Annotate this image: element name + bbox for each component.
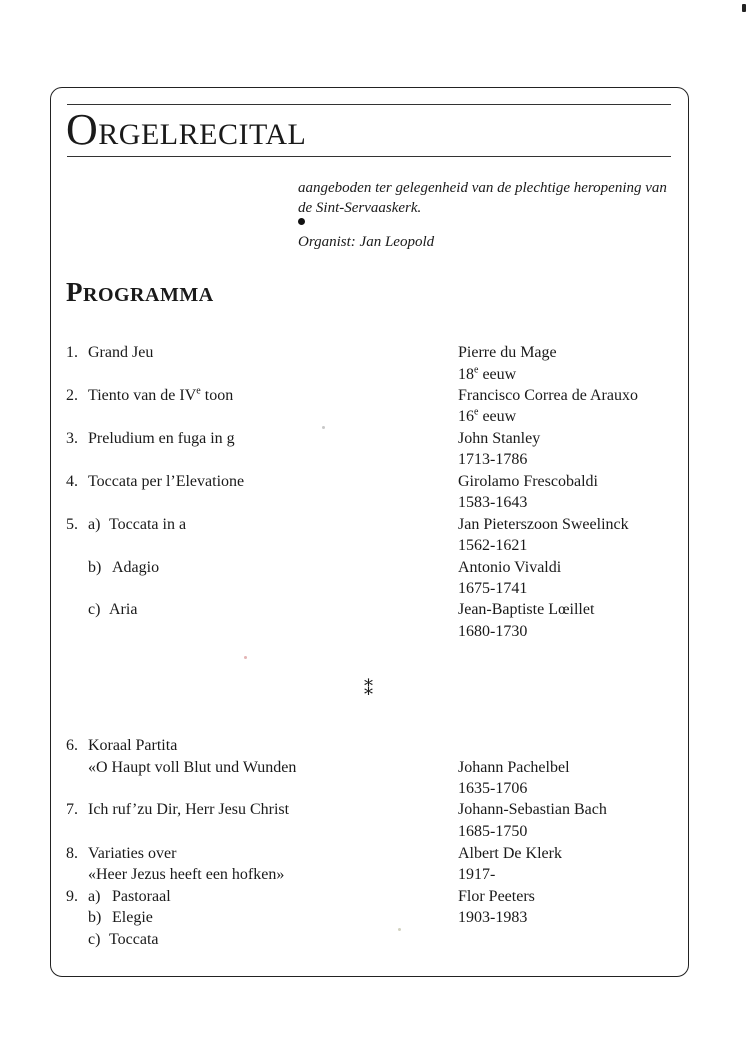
item-composer: Pierre du Mage [458, 344, 557, 361]
item-subtitle: «Heer Jezus heeft een hofken» [88, 866, 285, 883]
item-dates: 1685-1750 [458, 823, 528, 840]
item-title: Ich ruf’zu Dir, Herr Jesu Christ [88, 801, 290, 818]
item-composer: Girolamo Frescobaldi [458, 473, 598, 490]
speck [398, 928, 401, 931]
century-number: 16 [458, 408, 474, 425]
sub-label: c) [88, 601, 101, 618]
item-subtitle: «O Haupt voll Blut und Wunden [88, 759, 297, 776]
item-number: 5. [66, 516, 78, 533]
item-dates: 1635-1706 [458, 780, 528, 797]
item-number: 2. [66, 387, 78, 404]
item-composer: Francisco Correa de Arauxo [458, 387, 638, 404]
bullet-dot [298, 218, 305, 225]
heading-initial: P [66, 277, 83, 307]
item-title: Grand Jeu [88, 344, 154, 361]
ordinal-suffix: e [196, 385, 201, 397]
sub-label: a) [88, 516, 101, 533]
item-number: 1. [66, 344, 78, 361]
century-word: eeuw [478, 366, 517, 383]
item-title: Toccata [109, 931, 159, 948]
item-dates: 1713-1786 [458, 451, 528, 468]
item-title: Aria [109, 601, 138, 618]
item-number: 6. [66, 737, 78, 754]
item-composer: Jan Pieterszoon Sweelinck [458, 516, 629, 533]
item-title: Koraal Partita [88, 737, 178, 754]
title-part: toon [200, 387, 234, 404]
title-part: Tiento van de IV [88, 387, 197, 404]
item-composer: Jean-Baptiste Lœillet [458, 601, 595, 618]
title-initial: O [66, 105, 99, 154]
item-dates: 1675-1741 [458, 580, 528, 597]
organist-line: Organist: Jan Leopold [298, 234, 435, 250]
item-number: 4. [66, 473, 78, 490]
item-title [88, 385, 233, 407]
separator-asterism: ⁑ [364, 679, 373, 699]
sub-label: b) [88, 559, 102, 576]
intro-text: aangeboden ter gelegenheid van de plechtige heropening van de Sint-Servaaskerk. [298, 180, 667, 216]
title-rest: RGELRECITAL [98, 118, 307, 151]
ordinal-suffix: e [474, 364, 479, 376]
item-title: Pastoraal [112, 888, 171, 905]
heading-rest: ROGRAMMA [83, 284, 214, 306]
title-rule-top [67, 104, 671, 105]
item-composer: Flor Peeters [458, 888, 535, 905]
item-dates: 1680-1730 [458, 623, 528, 640]
speck [322, 426, 325, 429]
item-dates: 1917- [458, 866, 496, 883]
item-composer: Albert De Klerk [458, 845, 562, 862]
item-composer: John Stanley [458, 430, 541, 447]
speck [244, 656, 247, 659]
page-title [66, 105, 307, 157]
item-title: Variaties over [88, 845, 177, 862]
item-title: Toccata per l’Elevatione [88, 473, 245, 490]
century-word: eeuw [478, 408, 517, 425]
item-composer: Antonio Vivaldi [458, 559, 562, 576]
item-composer: Johann Pachelbel [458, 759, 570, 776]
ordinal-suffix: e [474, 406, 479, 418]
sub-label: a) [88, 888, 101, 905]
scan-mark [742, 4, 746, 12]
sub-label: c) [88, 931, 101, 948]
item-title: Adagio [112, 559, 160, 576]
item-title: Toccata in a [109, 516, 187, 533]
item-composer: Johann-Sebastian Bach [458, 801, 607, 818]
item-dates: 1583-1643 [458, 494, 528, 511]
item-number: 3. [66, 430, 78, 447]
item-number: 8. [66, 845, 78, 862]
item-dates: 1903-1983 [458, 909, 528, 926]
century-number: 18 [458, 366, 474, 383]
item-number: 7. [66, 801, 78, 818]
item-number: 9. [66, 888, 78, 905]
item-title: Preludium en fuga in g [88, 430, 235, 447]
item-dates [458, 406, 516, 428]
item-dates [458, 364, 516, 386]
sub-label: b) [88, 909, 102, 926]
item-title: Elegie [112, 909, 153, 926]
item-dates: 1562-1621 [458, 537, 528, 554]
program-heading [66, 276, 214, 311]
